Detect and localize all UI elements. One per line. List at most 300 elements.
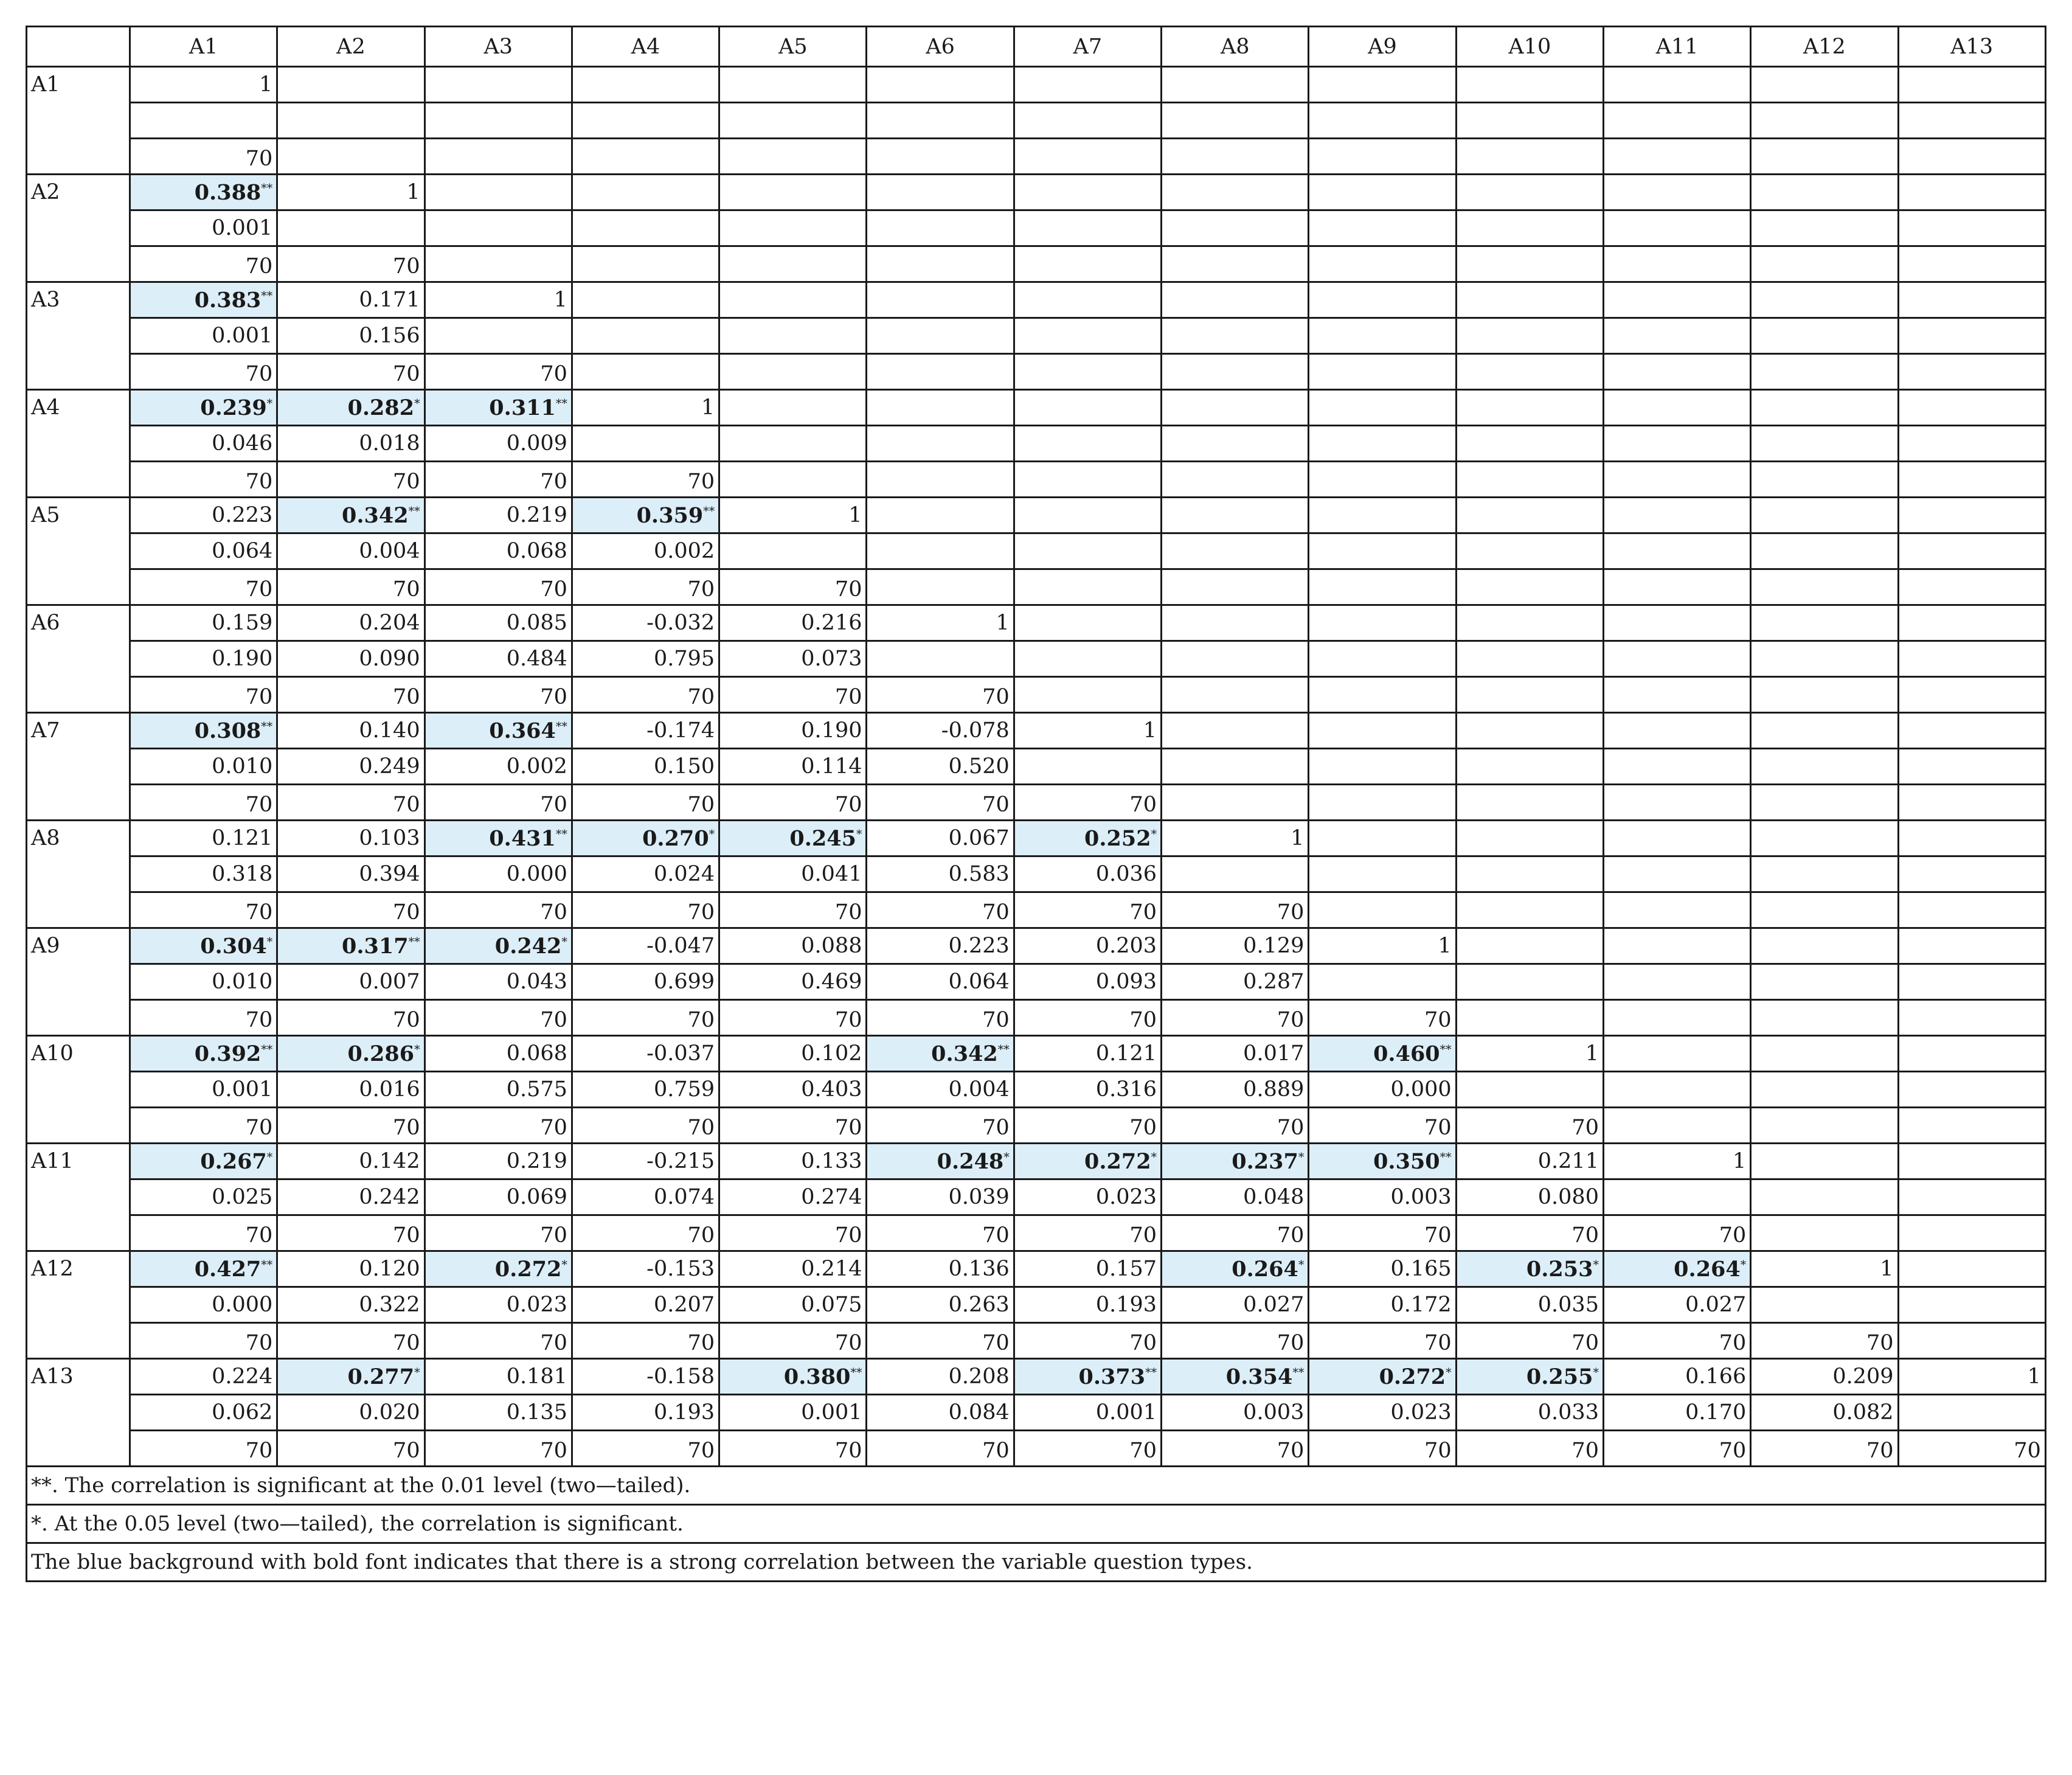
significance-marker: ** bbox=[408, 504, 420, 518]
empty-cell bbox=[1898, 1287, 2045, 1323]
p-value-cell: 0.046 bbox=[130, 426, 277, 462]
p-value-cell: 0.064 bbox=[130, 533, 277, 569]
n-value-cell: 70 bbox=[1456, 1215, 1603, 1251]
empty-cell bbox=[1603, 1036, 1750, 1072]
table-row bbox=[27, 1072, 2046, 1108]
empty-cell bbox=[1456, 749, 1603, 785]
empty-cell bbox=[1898, 1000, 2045, 1036]
empty-cell bbox=[1456, 390, 1603, 426]
p-value-cell: 0.036 bbox=[1014, 856, 1161, 892]
empty-cell bbox=[1751, 1108, 1898, 1144]
n-value-cell: 70 bbox=[1309, 1108, 1456, 1144]
significance-marker: ** bbox=[555, 397, 567, 411]
empty-cell bbox=[277, 210, 424, 246]
empty-cell bbox=[1456, 569, 1603, 605]
correlation-value: 0.204 bbox=[359, 611, 420, 635]
correlation-cell bbox=[867, 1251, 1014, 1287]
table-row bbox=[27, 426, 2046, 462]
empty-cell bbox=[719, 282, 867, 318]
note-row bbox=[27, 1467, 2046, 1505]
table-header bbox=[27, 27, 2046, 67]
empty-cell bbox=[277, 103, 424, 139]
empty-cell bbox=[1603, 569, 1750, 605]
empty-cell bbox=[719, 318, 867, 354]
correlation-cell bbox=[1603, 1251, 1750, 1287]
correlation-cell bbox=[277, 713, 424, 749]
significance-marker: ** bbox=[261, 181, 273, 195]
n-value-cell: 70 bbox=[424, 1108, 572, 1144]
correlation-value: 1 bbox=[1585, 1041, 1599, 1066]
significance-marker: * bbox=[266, 397, 273, 411]
p-value-cell: 0.039 bbox=[867, 1179, 1014, 1215]
correlation-cell bbox=[1014, 713, 1161, 749]
n-value-cell: 70 bbox=[277, 354, 424, 390]
column-header-a3: A3 bbox=[424, 27, 572, 67]
empty-cell bbox=[1603, 67, 1750, 103]
correlation-cell bbox=[277, 928, 424, 964]
empty-cell bbox=[1162, 749, 1309, 785]
correlation-cell bbox=[1456, 1359, 1603, 1395]
n-value-cell: 70 bbox=[719, 1323, 867, 1359]
empty-cell bbox=[1162, 67, 1309, 103]
note-row bbox=[27, 1505, 2046, 1543]
column-header-a8: A8 bbox=[1162, 27, 1309, 67]
n-value-cell: 70 bbox=[572, 677, 719, 713]
correlation-value: 0.350 bbox=[1373, 1149, 1440, 1174]
empty-cell bbox=[424, 103, 572, 139]
n-value-cell: 70 bbox=[1162, 892, 1309, 928]
correlation-value: 0.216 bbox=[801, 611, 862, 635]
n-value-cell: 70 bbox=[1162, 1000, 1309, 1036]
correlation-value: 0.237 bbox=[1232, 1149, 1298, 1174]
significance-marker: * bbox=[561, 1258, 567, 1272]
significance-marker: * bbox=[1151, 827, 1157, 841]
empty-cell bbox=[1898, 892, 2045, 928]
p-value-cell: 0.027 bbox=[1162, 1287, 1309, 1323]
n-value-cell: 70 bbox=[424, 785, 572, 821]
correlation-value: 0.252 bbox=[1084, 826, 1151, 851]
empty-cell bbox=[1751, 964, 1898, 1000]
empty-cell bbox=[1309, 354, 1456, 390]
p-value-cell: 0.001 bbox=[719, 1395, 867, 1431]
empty-cell bbox=[1456, 139, 1603, 175]
empty-cell bbox=[1603, 175, 1750, 210]
significance-marker: ** bbox=[261, 720, 273, 734]
empty-cell bbox=[1162, 210, 1309, 246]
table-row bbox=[27, 1287, 2046, 1323]
empty-cell bbox=[1898, 1179, 2045, 1215]
empty-cell bbox=[867, 462, 1014, 498]
correlation-cell bbox=[424, 282, 572, 318]
table-row bbox=[27, 1144, 2046, 1179]
n-value-cell: 70 bbox=[572, 1000, 719, 1036]
n-value-cell: 70 bbox=[1456, 1323, 1603, 1359]
empty-cell bbox=[1898, 713, 2045, 749]
correlation-cell bbox=[572, 1144, 719, 1179]
n-value-cell: 70 bbox=[719, 785, 867, 821]
correlation-cell bbox=[424, 1359, 572, 1395]
correlation-value: 0.359 bbox=[636, 503, 704, 528]
empty-cell bbox=[1751, 928, 1898, 964]
n-value-cell: 70 bbox=[867, 677, 1014, 713]
n-value-cell: 70 bbox=[719, 1108, 867, 1144]
table-row bbox=[27, 785, 2046, 821]
empty-cell bbox=[1603, 856, 1750, 892]
column-header-a10: A10 bbox=[1456, 27, 1603, 67]
empty-cell bbox=[719, 426, 867, 462]
p-value-cell: 0.135 bbox=[424, 1395, 572, 1431]
correlation-value: 0.085 bbox=[506, 611, 567, 635]
n-value-cell: 70 bbox=[1456, 1431, 1603, 1467]
empty-cell bbox=[1751, 462, 1898, 498]
correlation-value: 0.136 bbox=[948, 1257, 1010, 1281]
empty-cell bbox=[572, 175, 719, 210]
empty-cell bbox=[1603, 605, 1750, 641]
correlation-value: 0.267 bbox=[200, 1149, 267, 1174]
correlation-value: 0.242 bbox=[494, 934, 562, 959]
empty-cell bbox=[1309, 498, 1456, 533]
correlation-value: 0.383 bbox=[194, 288, 262, 313]
empty-cell bbox=[1898, 498, 2045, 533]
empty-cell bbox=[1014, 282, 1161, 318]
empty-cell bbox=[1603, 749, 1750, 785]
p-value-cell: 0.074 bbox=[572, 1179, 719, 1215]
significance-marker: ** bbox=[997, 1043, 1010, 1057]
correlation-cell bbox=[867, 821, 1014, 856]
correlation-cell bbox=[719, 605, 867, 641]
footnote-1: **. The correlation is significant at the 0.01 level (two—tailed). bbox=[27, 1467, 2046, 1505]
p-value-cell: 0.316 bbox=[1014, 1072, 1161, 1108]
p-value-cell: 0.023 bbox=[424, 1287, 572, 1323]
p-value-cell: 0.024 bbox=[572, 856, 719, 892]
p-value-cell: 0.759 bbox=[572, 1072, 719, 1108]
correlation-value: 0.342 bbox=[931, 1041, 998, 1066]
p-value-cell: 0.073 bbox=[719, 641, 867, 677]
n-value-cell: 70 bbox=[572, 785, 719, 821]
n-value-cell: 70 bbox=[130, 246, 277, 282]
n-value-cell: 70 bbox=[277, 677, 424, 713]
empty-cell bbox=[1456, 641, 1603, 677]
n-value-cell: 70 bbox=[1309, 1431, 1456, 1467]
empty-cell bbox=[1309, 462, 1456, 498]
empty-cell bbox=[572, 282, 719, 318]
p-value-cell: 0.018 bbox=[277, 426, 424, 462]
p-value-cell: 0.000 bbox=[1309, 1072, 1456, 1108]
p-value-cell: 0.249 bbox=[277, 749, 424, 785]
n-value-cell: 70 bbox=[130, 1000, 277, 1036]
empty-cell bbox=[1456, 318, 1603, 354]
n-value-cell: 70 bbox=[1309, 1323, 1456, 1359]
correlation-value: 0.219 bbox=[506, 503, 567, 527]
p-value-cell: 0.114 bbox=[719, 749, 867, 785]
empty-cell bbox=[1456, 103, 1603, 139]
empty-cell bbox=[1751, 318, 1898, 354]
correlation-cell bbox=[424, 1144, 572, 1179]
n-value-cell: 70 bbox=[277, 892, 424, 928]
column-header-a2: A2 bbox=[277, 27, 424, 67]
empty-cell bbox=[1898, 1144, 2045, 1179]
correlation-cell bbox=[1309, 928, 1456, 964]
correlation-value: 0.272 bbox=[1379, 1364, 1446, 1389]
significance-marker: ** bbox=[703, 504, 715, 518]
empty-cell bbox=[1751, 533, 1898, 569]
correlation-value: 1 bbox=[553, 288, 567, 312]
correlation-cell bbox=[719, 928, 867, 964]
empty-cell bbox=[1014, 67, 1161, 103]
empty-cell bbox=[1014, 318, 1161, 354]
correlation-value: 0.171 bbox=[359, 288, 420, 312]
correlation-cell bbox=[572, 1036, 719, 1072]
empty-cell bbox=[1751, 1000, 1898, 1036]
p-value-cell: 0.287 bbox=[1162, 964, 1309, 1000]
correlation-value: 1 bbox=[1732, 1149, 1747, 1173]
p-value-cell: 0.170 bbox=[1603, 1395, 1750, 1431]
table-row bbox=[27, 103, 2046, 139]
n-value-cell: 70 bbox=[130, 462, 277, 498]
empty-cell bbox=[1014, 462, 1161, 498]
correlation-cell bbox=[1014, 1144, 1161, 1179]
significance-marker: * bbox=[1446, 1366, 1452, 1380]
p-value-cell: 0.575 bbox=[424, 1072, 572, 1108]
correlation-value: 0.129 bbox=[1243, 934, 1305, 958]
correlation-cell bbox=[130, 282, 277, 318]
n-value-cell: 70 bbox=[719, 1000, 867, 1036]
empty-cell bbox=[1014, 677, 1161, 713]
empty-cell bbox=[1751, 1287, 1898, 1323]
empty-cell bbox=[1603, 641, 1750, 677]
correlation-value: 0.067 bbox=[948, 826, 1010, 850]
p-value-cell: 0.004 bbox=[277, 533, 424, 569]
empty-cell bbox=[1309, 390, 1456, 426]
empty-cell bbox=[867, 569, 1014, 605]
correlation-cell bbox=[1014, 1036, 1161, 1072]
empty-cell bbox=[1309, 785, 1456, 821]
table-row bbox=[27, 928, 2046, 964]
p-value-cell: 0.001 bbox=[130, 1072, 277, 1108]
empty-cell bbox=[867, 426, 1014, 462]
correlation-value: 1 bbox=[259, 72, 273, 97]
correlation-cell bbox=[130, 713, 277, 749]
empty-cell bbox=[1898, 641, 2045, 677]
p-value-cell: 0.023 bbox=[1014, 1179, 1161, 1215]
correlation-cell bbox=[130, 175, 277, 210]
n-value-cell: 70 bbox=[867, 1000, 1014, 1036]
p-value-cell: 0.082 bbox=[1751, 1395, 1898, 1431]
table-row bbox=[27, 1215, 2046, 1251]
empty-cell bbox=[1898, 282, 2045, 318]
column-header-a13: A13 bbox=[1898, 27, 2045, 67]
n-value-cell: 70 bbox=[130, 785, 277, 821]
p-value-cell: 0.263 bbox=[867, 1287, 1014, 1323]
table-row bbox=[27, 1000, 2046, 1036]
empty-cell bbox=[1603, 928, 1750, 964]
empty-cell bbox=[1162, 354, 1309, 390]
correlation-value: 0.121 bbox=[1095, 1041, 1157, 1066]
empty-cell bbox=[1603, 713, 1750, 749]
empty-cell bbox=[1751, 67, 1898, 103]
empty-cell bbox=[1456, 713, 1603, 749]
table-row bbox=[27, 462, 2046, 498]
row-label-a7: A7 bbox=[27, 713, 130, 821]
empty-cell bbox=[1751, 1036, 1898, 1072]
empty-cell bbox=[1456, 533, 1603, 569]
p-value-cell: 0.041 bbox=[719, 856, 867, 892]
empty-cell bbox=[1309, 67, 1456, 103]
correlation-value: 0.219 bbox=[506, 1149, 567, 1173]
empty-cell bbox=[572, 426, 719, 462]
correlation-cell bbox=[1309, 1359, 1456, 1395]
row-label-a4: A4 bbox=[27, 390, 130, 498]
significance-marker: ** bbox=[850, 1366, 862, 1380]
p-value-cell: 0.193 bbox=[1014, 1287, 1161, 1323]
correlation-value: 1 bbox=[406, 180, 420, 204]
empty-cell bbox=[1603, 246, 1750, 282]
empty-cell bbox=[1162, 569, 1309, 605]
correlation-cell bbox=[130, 928, 277, 964]
significance-marker: * bbox=[1593, 1366, 1599, 1380]
empty-cell bbox=[1162, 139, 1309, 175]
n-value-cell: 70 bbox=[1456, 1108, 1603, 1144]
n-value-cell: 70 bbox=[424, 462, 572, 498]
correlation-value: 0.190 bbox=[801, 718, 862, 743]
correlation-value: 0.272 bbox=[494, 1257, 562, 1282]
table-row bbox=[27, 1179, 2046, 1215]
footnote-3: The blue background with bold font indicates that there is a strong correlation between the variable question types. bbox=[27, 1543, 2046, 1582]
correlation-cell bbox=[1751, 1251, 1898, 1287]
correlation-value: 1 bbox=[1291, 826, 1305, 850]
empty-cell bbox=[1014, 605, 1161, 641]
empty-cell bbox=[130, 103, 277, 139]
correlation-cell bbox=[719, 821, 867, 856]
empty-cell bbox=[1603, 103, 1750, 139]
empty-cell bbox=[1014, 533, 1161, 569]
n-value-cell: 70 bbox=[719, 1215, 867, 1251]
table-row bbox=[27, 749, 2046, 785]
empty-cell bbox=[1898, 103, 2045, 139]
n-value-cell: 70 bbox=[1603, 1215, 1750, 1251]
empty-cell bbox=[1456, 677, 1603, 713]
correlation-value: 0.166 bbox=[1685, 1364, 1747, 1389]
n-value-cell: 70 bbox=[1898, 1431, 2045, 1467]
correlation-value: 0.121 bbox=[212, 826, 273, 850]
empty-cell bbox=[1603, 821, 1750, 856]
correlation-value: 0.157 bbox=[1095, 1257, 1157, 1281]
significance-marker: * bbox=[561, 935, 567, 949]
significance-marker: * bbox=[709, 827, 715, 841]
correlation-value: 0.017 bbox=[1243, 1041, 1305, 1066]
correlation-value: 0.245 bbox=[789, 826, 856, 851]
table-row bbox=[27, 175, 2046, 210]
empty-cell bbox=[867, 139, 1014, 175]
empty-cell bbox=[1162, 713, 1309, 749]
correlation-cell bbox=[1162, 928, 1309, 964]
correlation-cell bbox=[424, 605, 572, 641]
n-value-cell: 70 bbox=[277, 462, 424, 498]
p-value-cell: 0.001 bbox=[1014, 1395, 1161, 1431]
p-value-cell: 0.000 bbox=[130, 1287, 277, 1323]
row-label-a9: A9 bbox=[27, 928, 130, 1036]
correlation-value: -0.037 bbox=[646, 1041, 715, 1066]
empty-cell bbox=[277, 139, 424, 175]
empty-cell bbox=[1309, 641, 1456, 677]
correlation-value: 0.133 bbox=[801, 1149, 862, 1173]
correlation-cell bbox=[277, 605, 424, 641]
empty-cell bbox=[1162, 282, 1309, 318]
empty-cell bbox=[1014, 426, 1161, 462]
empty-cell bbox=[1309, 246, 1456, 282]
column-header-a5: A5 bbox=[719, 27, 867, 67]
table-row bbox=[27, 210, 2046, 246]
p-value-cell: 0.007 bbox=[277, 964, 424, 1000]
column-header-a9: A9 bbox=[1309, 27, 1456, 67]
empty-cell bbox=[424, 318, 572, 354]
p-value-cell: 0.020 bbox=[277, 1395, 424, 1431]
empty-cell bbox=[867, 533, 1014, 569]
significance-marker: * bbox=[1298, 1150, 1305, 1164]
empty-cell bbox=[1603, 282, 1750, 318]
correlation-cell bbox=[1162, 1144, 1309, 1179]
empty-cell bbox=[1898, 1036, 2045, 1072]
n-value-cell: 70 bbox=[424, 1000, 572, 1036]
significance-marker: * bbox=[856, 827, 862, 841]
p-value-cell: 0.084 bbox=[867, 1395, 1014, 1431]
n-value-cell: 70 bbox=[277, 1323, 424, 1359]
table-row bbox=[27, 569, 2046, 605]
empty-cell bbox=[1898, 856, 2045, 892]
n-value-cell: 70 bbox=[867, 1323, 1014, 1359]
empty-cell bbox=[1898, 462, 2045, 498]
significance-marker: * bbox=[1003, 1150, 1010, 1164]
empty-cell bbox=[1309, 821, 1456, 856]
empty-cell bbox=[1456, 246, 1603, 282]
empty-cell bbox=[1309, 569, 1456, 605]
correlation-cell bbox=[277, 175, 424, 210]
correlation-cell bbox=[867, 713, 1014, 749]
empty-cell bbox=[1014, 175, 1161, 210]
correlation-value: 0.264 bbox=[1674, 1257, 1741, 1282]
p-value-cell: 0.469 bbox=[719, 964, 867, 1000]
empty-cell bbox=[1162, 856, 1309, 892]
p-value-cell: 0.150 bbox=[572, 749, 719, 785]
empty-cell bbox=[1309, 103, 1456, 139]
correlation-value: 1 bbox=[2027, 1364, 2041, 1389]
empty-cell bbox=[719, 246, 867, 282]
significance-marker: ** bbox=[261, 1043, 273, 1057]
empty-cell bbox=[1898, 390, 2045, 426]
empty-cell bbox=[1309, 210, 1456, 246]
significance-marker: ** bbox=[408, 935, 420, 949]
n-value-cell: 70 bbox=[1162, 1323, 1309, 1359]
correlation-cell bbox=[130, 605, 277, 641]
correlation-cell bbox=[572, 928, 719, 964]
empty-cell bbox=[1162, 390, 1309, 426]
empty-cell bbox=[1309, 139, 1456, 175]
p-value-cell: 0.093 bbox=[1014, 964, 1161, 1000]
empty-cell bbox=[1751, 641, 1898, 677]
correlation-value: 0.364 bbox=[489, 718, 556, 743]
empty-cell bbox=[1898, 928, 2045, 964]
empty-cell bbox=[1751, 785, 1898, 821]
correlation-value: 0.311 bbox=[489, 395, 556, 420]
correlation-table bbox=[26, 26, 2046, 1582]
p-value-cell: 0.242 bbox=[277, 1179, 424, 1215]
correlation-value: -0.158 bbox=[646, 1364, 715, 1389]
correlation-value: 0.431 bbox=[489, 826, 556, 851]
empty-cell bbox=[1309, 175, 1456, 210]
empty-cell bbox=[1751, 1215, 1898, 1251]
correlation-cell bbox=[277, 1144, 424, 1179]
correlation-value: 0.255 bbox=[1526, 1364, 1593, 1389]
